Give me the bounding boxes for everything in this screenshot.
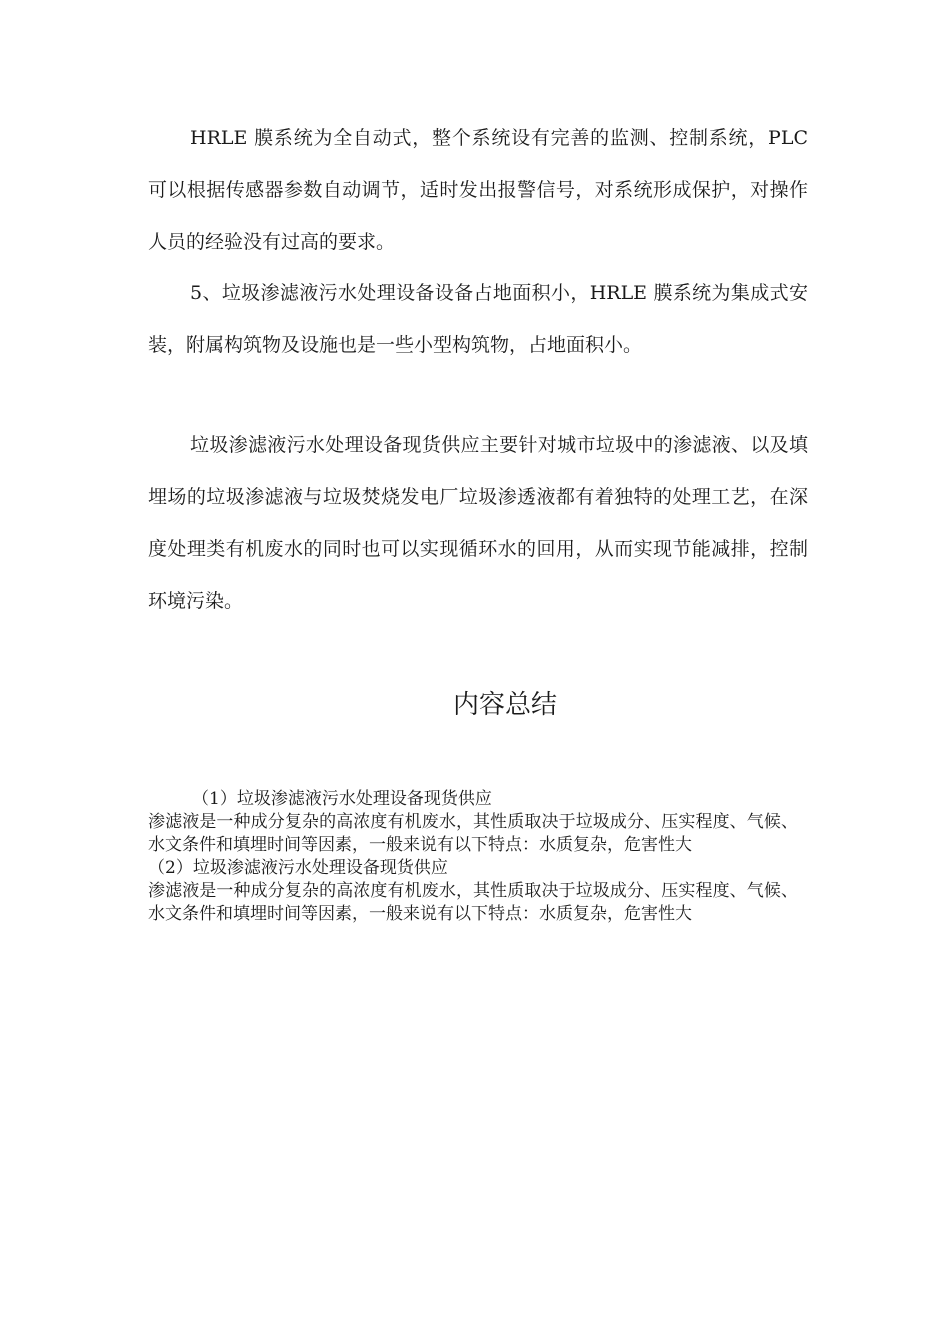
summary-item-1-heading: （1）垃圾渗滤液污水处理设备现货供应 [192,789,492,809]
summary-item-2-heading: （2）垃圾渗滤液污水处理设备现货供应 [148,858,448,878]
body-paragraph-3: 垃圾渗滤液污水处理设备现货供应主要针对城市垃圾中的渗滤液、以及填埋场的垃圾渗滤液与垃圾焚烧发电厂垃圾渗透液都有着独特的处理工艺，在深度处理类有机废水的同时也可以实现循环水的回用，从而实现节能减排，控制环境污染。 [148,434,808,612]
body-paragraph-1: HRLE 膜系统为全自动式，整个系统设有完善的监测、控制系统，PLC 可以根据传感器参数自动调节，适时发出报警信号，对系统形成保护，对操作人员的经验没有过高的要求。 [148,127,808,253]
summary-title: 内容总结 [452,690,557,720]
body-paragraph-2: 5、垃圾渗滤液污水处理设备设备占地面积小，HRLE 膜系统为集成式安装，附属构筑物及设施也是一些小型构筑物，占地面积小。 [148,282,808,356]
summary-item-1-text: 渗滤液是一种成分复杂的高浓度有机废水，其性质取决于垃圾成分、压实程度、气候、水文条件和填埋时间等因素，一般来说有以下特点：水质复杂，危害性大 [148,812,798,855]
summary-item-2-text: 渗滤液是一种成分复杂的高浓度有机废水，其性质取决于垃圾成分、压实程度、气候、水文条件和填埋时间等因素，一般来说有以下特点：水质复杂，危害性大 [148,881,798,924]
summary-block [148,788,798,926]
